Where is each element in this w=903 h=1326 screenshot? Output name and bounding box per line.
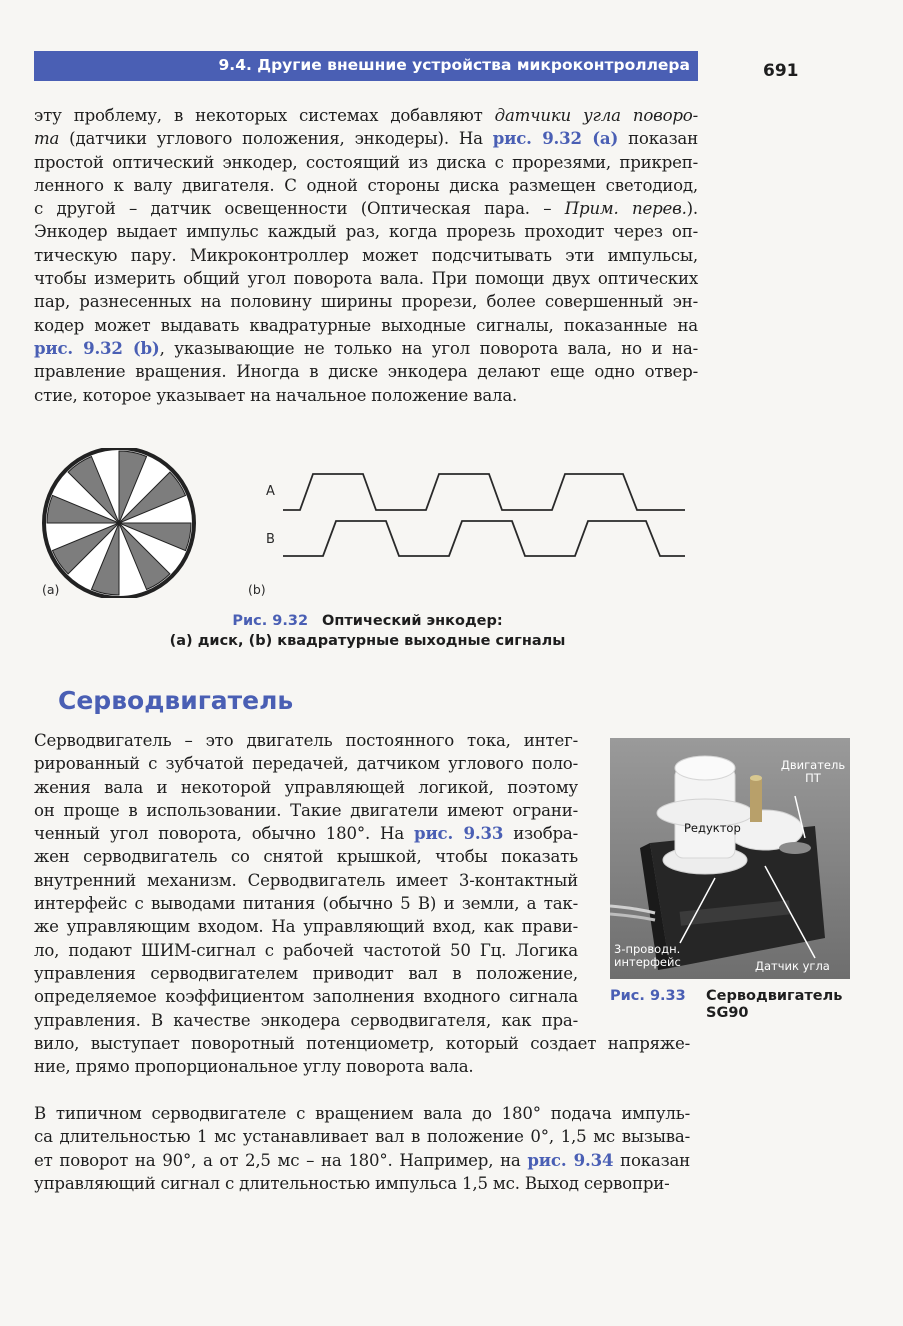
figure-932-caption-line1: Оптический энкодер: [322, 613, 503, 629]
text-run: правление вращения. Иногда в диске энкодера делают еще одно отвер- [34, 362, 698, 382]
text-run: са длительностью 1 мс устанавливает вал в положение 0°, 1,5 мс вызыва- [34, 1127, 690, 1147]
text-run: эту проблему, в некоторых системах добавляют [34, 106, 495, 125]
text-run: определяемое коэффициентом заполнения входного сигнала [34, 987, 578, 1007]
text-line [34, 267, 698, 290]
figure-933-caption [610, 988, 860, 1022]
text-line [34, 1172, 690, 1195]
text-line [34, 384, 698, 407]
text-line [34, 220, 698, 243]
encoder-disk-figure [34, 448, 204, 598]
text-run: с другой – датчик освещенности (Оптическая пара. – [34, 199, 565, 219]
text-run: ет поворот на 90°, а от 2,5 мс – на 180°. Например, на [34, 1150, 528, 1170]
text-line [34, 985, 578, 1008]
text-line [34, 314, 698, 337]
text-line [34, 869, 578, 892]
servo-paragraph [34, 729, 690, 1078]
text-run: жен серводвигатель со снятой крышкой, чтобы показать [34, 847, 578, 867]
text-run: жения вала и некоторой управляющей логикой, поэтому [34, 777, 578, 797]
text-line [34, 729, 578, 752]
text-run: простой оптический энкодер, состоящий из диска с прорезями, прикреп- [34, 152, 698, 172]
text-run: , указывающие не только на угол поворота вала, но и на- [159, 338, 699, 358]
text-run: показан [613, 1150, 690, 1170]
text-line [34, 752, 578, 775]
text-run: внутренний механизм. Серводвигатель имеет 3-контактный [34, 870, 578, 890]
text-line [34, 174, 698, 197]
text-run: ние, прямо пропорциональное углу поворота вала. [34, 1057, 474, 1077]
label-dc-motor: Двигатель ПТ [780, 758, 846, 785]
text-line [34, 360, 698, 383]
section-heading: Серводвигатель [58, 686, 294, 715]
text-run: В типичном серводвигателе с вращением вала до 180° подача импуль- [34, 1104, 690, 1123]
text-line [34, 915, 578, 938]
figure-reference-link[interactable]: рис. 9.34 [527, 1149, 614, 1170]
signal-a-label: A [266, 484, 275, 499]
text-line [34, 337, 698, 360]
text-line [34, 1149, 690, 1172]
signal-b-label: B [266, 532, 275, 547]
figure-932-caption-line2: (a) диск, (b) квадратурные выходные сигналы [169, 633, 566, 649]
italic-term: датчики угла поворо- [494, 106, 698, 125]
text-run: Энкодер выдает импульс каждый раз, когда прорезь проходит через оп- [34, 222, 698, 242]
text-run: Серводвигатель – это двигатель постоянного тока, интег- [34, 731, 578, 750]
text-run: же управляющим входом. На управляющий вход, как прави- [34, 917, 578, 937]
text-run: управления серводвигателем приводит вал в положение, [34, 963, 578, 983]
text-run: ). [686, 199, 698, 219]
figure-932-caption [60, 611, 675, 651]
text-line [34, 1055, 690, 1078]
text-line [34, 939, 578, 962]
text-line [34, 244, 698, 267]
label-3wire-interface: 3-проводн. интерфейс [614, 942, 681, 969]
text-line [34, 290, 698, 313]
page-number: 691 [763, 61, 799, 81]
text-line [34, 1032, 690, 1055]
italic-term: Прим. перев. [564, 199, 687, 219]
text-line [34, 127, 698, 150]
servo-photo [610, 738, 850, 979]
text-run: чтобы измерить общий угол поворота вала. При помощи двух оптических [34, 269, 698, 289]
text-run: ченный угол поворота, обычно 180°. На [34, 824, 415, 844]
text-run: тическую пару. Микроконтроллер может подсчитывать эти импульсы, [34, 245, 698, 265]
running-header [34, 51, 698, 81]
text-run: вило, выступает поворотный потенциометр, который создает напряже- [34, 1033, 690, 1053]
figure-932-number: Рис. 9.32 [232, 613, 309, 629]
text-line [34, 822, 578, 845]
text-run: управляющий сигнал с длительностью импульса 1,5 мс. Выход сервопри- [34, 1173, 670, 1193]
text-run: стие, которое указывает на начальное положение вала. [34, 385, 518, 405]
text-line [34, 1125, 690, 1148]
text-run: ленного к валу двигателя. С одной стороны диска размещен светодиод, [34, 175, 698, 195]
servo-timing-paragraph [34, 1102, 690, 1195]
signal-b-waveform [283, 521, 685, 556]
quadrature-signals-figure [245, 462, 695, 602]
text-line [34, 197, 698, 220]
text-line [34, 151, 698, 174]
intro-paragraph [34, 104, 698, 407]
text-run: интерфейс с выводами питания (обычно 5 В) и земли, а так- [34, 894, 578, 914]
text-run: изобра- [503, 824, 579, 844]
figure-reference-link[interactable]: рис. 9.33 [414, 823, 504, 844]
text-line [34, 799, 578, 822]
text-line [34, 892, 578, 915]
text-run: он проще в использовании. Такие двигатели имеют ограни- [34, 800, 578, 820]
text-line [34, 845, 578, 868]
text-run: рированный с зубчатой передачей, датчиком углового поло- [34, 754, 578, 774]
text-run: кодер может выдавать квадратурные выходные сигналы, показанные на [34, 315, 698, 335]
text-line [34, 962, 578, 985]
text-run: пар, разнесенных на половину ширины прорези, более совершенный эн- [34, 292, 698, 312]
label-angle-sensor: Датчик угла [755, 959, 830, 973]
figure-reference-link[interactable]: рис. 9.32 (a) [492, 128, 619, 149]
text-line [34, 104, 698, 127]
figure-933-caption-text: Серводвигатель SG90 [706, 988, 843, 1021]
figure-reference-link[interactable]: рис. 9.32 (b) [34, 337, 160, 358]
figure-label-b: (b) [248, 582, 266, 597]
text-run: показан [618, 129, 698, 149]
text-run: (датчики углового положения, энкодеры). На [59, 129, 493, 149]
text-line [34, 1009, 578, 1032]
label-gearbox: Редуктор [684, 821, 741, 835]
running-header-title: 9.4. Другие внешние устройства микроконтроллера [218, 56, 690, 74]
text-line [34, 776, 578, 799]
italic-term: та [34, 129, 60, 149]
text-run: ло, подают ШИМ-сигнал с рабочей частотой 50 Гц. Логика [34, 940, 578, 960]
text-run: управления. В качестве энкодера серводвигателя, как пра- [34, 1010, 578, 1030]
figure-933-number: Рис. 9.33 [610, 988, 686, 1004]
encoder-disk-icon [44, 448, 194, 598]
figure-label-a: (a) [42, 582, 60, 597]
text-line [34, 1102, 690, 1125]
signal-a-waveform [283, 474, 685, 510]
